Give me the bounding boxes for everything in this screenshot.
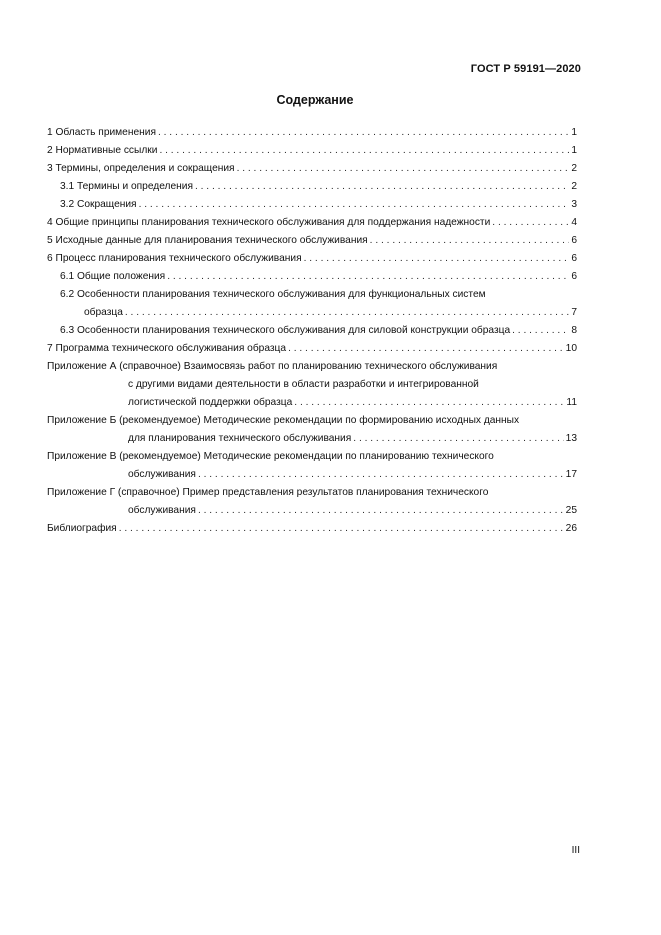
toc-entry-6-3[interactable]: 6.3 Особенности планирования технического обслуживания для силовой конструкции образца . . . 8 [47, 322, 577, 340]
page-title: Содержание [276, 93, 354, 107]
toc-entry-5[interactable]: 5 Исходные данные для планирования технического обслуживания . . . 6 [47, 232, 577, 250]
table-of-contents [47, 124, 577, 538]
toc-entry-1[interactable]: 1 Область применения . . . 1 [47, 124, 577, 142]
toc-entry-3-2[interactable]: 3.2 Сокращения . . . 3 [47, 196, 577, 214]
toc-entry-appendix-v[interactable]: Приложение В (рекомендуемое) Методические рекомендации по планированию технического обслуживания . . . 17 [47, 448, 577, 484]
toc-entry-appendix-a[interactable]: Приложение А (справочное) Взаимосвязь работ по планированию технического обслуживания с другими видами деятельности в области разработки и интегрированной логистической поддержки образца . . . 11 [47, 358, 577, 412]
toc-entry-bibliography[interactable]: Библиография . . . 26 [47, 520, 577, 538]
page-number: III [571, 845, 580, 856]
toc-entry-3-1[interactable]: 3.1 Термины и определения . . . 2 [47, 178, 577, 196]
toc-entry-6-2-line1: 6.2 Особенности планирования технического обслуживания для функциональных систем [60, 289, 486, 300]
toc-entry-7[interactable]: 7 Программа технического обслуживания образца . . . 10 [47, 340, 577, 358]
toc-entry-appendix-g[interactable]: Приложение Г (справочное) Пример представления результатов планирования технического обслуживания . . . 25 [47, 484, 577, 520]
toc-entry-2[interactable]: 2 Нормативные ссылки . . . 1 [47, 142, 577, 160]
toc-entry-3[interactable]: 3 Термины, определения и сокращения . . . 2 [47, 160, 577, 178]
toc-entry-6-1[interactable]: 6.1 Общие положения . . . 6 [47, 268, 577, 286]
toc-entry-6-2[interactable]: 6.2 Особенности планирования технического обслуживания для функциональных систем образца . . . 7 [47, 286, 577, 322]
document-code: ГОСТ Р 59191—2020 [470, 63, 581, 75]
toc-entry-6[interactable]: 6 Процесс планирования технического обслуживания . . . 6 [47, 250, 577, 268]
toc-entry-4[interactable]: 4 Общие принципы планирования технического обслуживания для поддержания надежности . . . 4 [47, 214, 577, 232]
toc-entry-appendix-b[interactable]: Приложение Б (рекомендуемое) Методические рекомендации по формированию исходных данных для планирования технического обслуживания . . . 13 [47, 412, 577, 448]
